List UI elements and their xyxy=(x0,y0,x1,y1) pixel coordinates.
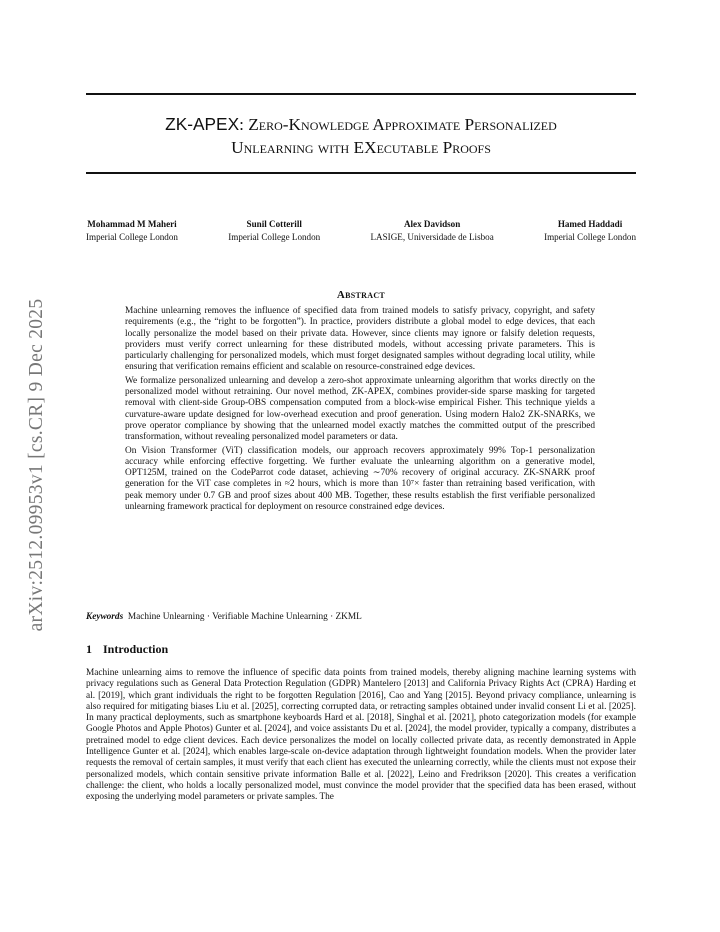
author-block xyxy=(371,218,494,244)
keywords-line xyxy=(86,612,636,622)
author-affiliation: Imperial College London xyxy=(544,232,636,242)
author-affiliation: Imperial College London xyxy=(228,232,321,242)
author-name: Hamed Haddadi xyxy=(557,219,623,229)
title-line1: : Zero-Knowledge Approximate Personalized xyxy=(239,115,557,134)
author-block xyxy=(544,218,636,244)
paper-title xyxy=(86,113,636,159)
author-name: Mohammad M Maheri xyxy=(87,219,177,229)
author-name: Sunil Cotterill xyxy=(246,219,302,229)
introduction-body xyxy=(86,668,636,804)
title-top-rule xyxy=(86,93,636,95)
title-acronym: ZK-APEX xyxy=(165,114,240,134)
abstract-body xyxy=(125,306,595,515)
keywords-text: Machine Unlearning · Verifiable Machine Unlearning · ZKML xyxy=(127,612,362,622)
introduction-paragraph: Machine unlearning aims to remove the influence of specific data points from trained models, thereby aligning machine learning systems with privacy regulations such as General Data Protection Regulation (GDPR) Mantelero [2013] and California Privacy Rights Act (CPRA) Harding et al. [2019], which grant individuals the right to be forgotten Regulation [2016], Cao and Yang [2015]. Beyond privacy compliance, unlearning is also required for mitigating biases Liu et al. [2025], correcting corrupted data, or retracting samples obtained under invalid consent Li et al. [2025]. In many practical deployments, such as smartphone keyboards Hard et al. [2018], Singhal et al. [2021], photo categorization models (for example Google Photos and Apple Photos) Gunter et al. [2024], and voice assistants Du et al. [2024], the model provider, typically a company, distributes a pretrained model to edge client devices. Each device personalizes the model on locally collected private data, as recently demonstrated in Apple Intelligence Gunter et al. [2024], which enables large-scale on-device adaptation through lightweight foundation models. When the provider later requests the removal of certain samples, it must verify that each client has executed the unlearning correctly, while the clients must not expose their personalized models, which contain sensitive private information Balle et al. [2022], Leino and Fredrikson [2020]. This creates a verification challenge: the client, who holds a locally personalized model, must convince the model provider that the specified data has been erased, without exposing the underlying model parameters or private samples. The xyxy=(86,668,636,803)
title-line2: Unlearning with EXecutable Proofs xyxy=(231,138,491,157)
abstract-paragraph: On Vision Transformer (ViT) classification models, our approach recovers approximately 99% Top-1 personalization accuracy while enforcing effective forgetting. We further evaluate the unlearning algorithm on a generative model, OPT125M, trained on the CodeParrot code dataset, achieving ∼70% recovery of original accuracy. ZK-SNARK proof generation for the ViT case completes in ≈2 hours, which is more than 10⁷× faster than retraining based verification, with peak memory under 0.7 GB and proof sizes about 400 MB. Together, these results establish the first verifiable personalized unlearning framework practical for deployment on resource constrained edge devices. xyxy=(125,445,595,513)
author-block xyxy=(228,218,320,244)
arxiv-identifier-text: arXiv:2512.09953v1 [cs.CR] 9 Dec 2025 xyxy=(26,298,47,632)
author-list xyxy=(86,218,636,244)
abstract-heading: Abstract xyxy=(336,289,386,301)
section-heading xyxy=(86,642,168,657)
section-number: 1 xyxy=(86,642,92,656)
author-name: Alex Davidson xyxy=(403,219,461,229)
keywords-label: Keywords xyxy=(86,612,124,622)
abstract-paragraph: We formalize personalized unlearning and develop a zero-shot approximate unlearning algorithm that works directly on the personalized model without retraining. Our novel method, ZK-APEX, combines provider-side sparse masking for targeted removal with client-side Group-OBS compensation computed from a block-wise empirical Fisher. This technique yields a curvature-aware update designed for low-overhead execution and proof generation. Using modern Halo2 ZK-SNARKs, we prove operator compliance by showing that the unlearned model exactly matches the committed output of the prescribed transformation, without revealing personalized model parameters or data. xyxy=(125,375,595,443)
abstract-paragraph: Machine unlearning removes the influence of specified data from trained models to satisfy privacy, copyright, and safety requirements (e.g., the “right to be forgotten”). In practice, providers distribute a global model to edge devices, that each locally personalize the model based on their private data. However, since clients may ignore or falsify deletion requests, providers must verify correct unlearning for these distributed models, without accessing private parameters. This is particularly challenging for personalized models, which must forget designated samples without degrading local utility, while ensuring that verification remains efficient and scalable on resource-constrained edge devices. xyxy=(125,306,595,373)
title-bottom-rule xyxy=(86,172,636,174)
arxiv-identifier xyxy=(24,265,50,665)
author-affiliation: LASIGE, Universidade de Lisboa xyxy=(370,232,494,242)
author-block xyxy=(86,218,178,244)
section-title: Introduction xyxy=(103,642,169,656)
author-affiliation: Imperial College London xyxy=(86,232,178,242)
